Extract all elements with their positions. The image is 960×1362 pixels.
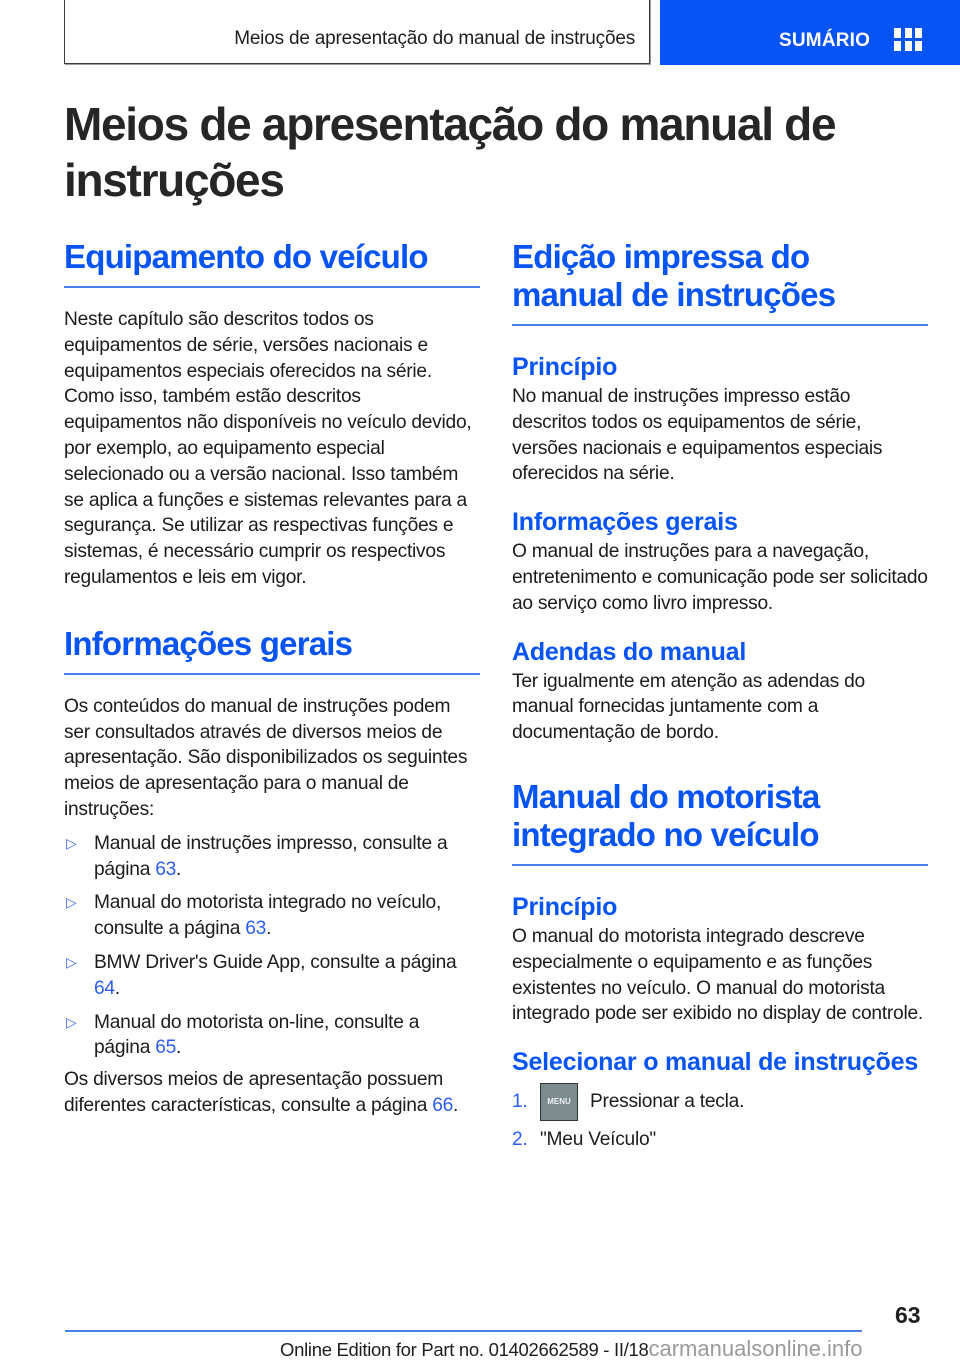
triangle-bullet-icon: ▷ (66, 834, 77, 851)
heading-informacoes-gerais: Informações gerais (512, 508, 738, 537)
page-link-63[interactable]: 63 (155, 858, 177, 880)
outro-text: Os diversos meios de apresentação possuem diferentes características, consulte a página (64, 1069, 444, 1116)
informacoes-outro (64, 1067, 480, 1119)
principio-integrado-body: O manual do motorista integrado descreve especialmente o equipamento e as funções existentes no veículo. O manual do motorista integrado pode ser exibido no display de controle. (512, 925, 923, 1025)
punct: . (176, 858, 182, 880)
step-text: "Meu Veículo" (540, 1129, 656, 1151)
informacoes-intro: Os conteúdos do manual de instruções podem ser consultados através de diversos meios de apresentação. São disponibilizados os seguintes meios de apresentação para o manual de instruções: (64, 695, 468, 820)
triangle-bullet-icon: ▷ (66, 1013, 77, 1030)
punct: . (176, 1037, 182, 1059)
running-header (64, 0, 650, 64)
step-number: 2. (512, 1129, 528, 1151)
page-number: 63 (895, 1302, 921, 1328)
grid-icon (894, 28, 922, 52)
page-link-65[interactable]: 65 (155, 1037, 177, 1059)
page-link-66[interactable]: 66 (432, 1094, 454, 1116)
watermark: carmanualsonline.info (648, 1336, 863, 1361)
heading-principio: Princípio (512, 353, 618, 381)
triangle-bullet-icon: ▷ (66, 953, 77, 970)
list-item (64, 890, 480, 942)
list-item-text: Manual de instruções impresso, consulte a página (94, 832, 448, 880)
page-link-63[interactable]: 63 (245, 918, 267, 940)
page-title: Meios de apresentação do manual de instruções (64, 98, 836, 206)
heading-principio-integrado: Princípio (512, 892, 618, 921)
list-item-text: Manual do motorista on-line, consulte a página (94, 1011, 420, 1059)
step-item (512, 1127, 928, 1153)
list-item (64, 950, 480, 1002)
heading-adendas: Adendas do manual (512, 637, 747, 666)
adendas-body: Ter igualmente em atenção as adendas do manual fornecidas juntamente com a documentação de bordo. (512, 670, 865, 744)
steps-list (512, 1083, 928, 1153)
step-number: 1. (512, 1091, 528, 1113)
footer-divider (65, 1330, 862, 1332)
sumario-button[interactable] (660, 0, 960, 65)
principio-body: No manual de instruções impresso estão descritos todos os equipamentos de série, versões nacionais e equipamentos especiais oferecidos na série. (512, 386, 883, 485)
heading-selecionar: Selecionar o manual de instruções (512, 1048, 919, 1077)
heading-informacoes: Informações gerais (64, 625, 480, 675)
left-column (64, 238, 480, 1119)
informacoes-body: O manual de instruções para a navegação, entretenimento e comunicação pode ser solicitado ao serviço como livro impresso. (512, 541, 928, 614)
punct: . (266, 918, 272, 940)
sumario-label: SUMÁRIO (779, 30, 871, 51)
running-header-title: Meios de apresentação do manual de instruções (234, 28, 635, 49)
equipamento-body: Neste capítulo são descritos todos os equipamentos de série, versões nacionais e equipamentos especiais oferecidos na série. Como isso, também estão descritos equipamentos não disponíveis no veículo devido, por exemplo, ao equipamento especial selecionado ou a versão nacional. Isso também se aplica a funções e sistemas relevantes para a segurança. Se utilizar as respectivas funções e sistemas, é necessário cumprir os respectivos regulamentos e leis em vigor. (64, 309, 472, 588)
heading-equipamento: Equipamento do veículo (64, 238, 480, 288)
footer-edition (280, 1336, 863, 1362)
list-item (64, 1010, 480, 1062)
right-column (512, 238, 928, 1153)
punct: . (114, 977, 120, 999)
list-item (64, 831, 480, 883)
list-item-text: Manual do motorista integrado no veículo, consulte a página (94, 892, 442, 940)
menu-key-icon: MENU (540, 1083, 578, 1121)
list-item-text: BMW Driver's Guide App, consulte a página (94, 951, 457, 973)
media-list (64, 831, 480, 1061)
page-link-64[interactable]: 64 (94, 977, 115, 999)
step-text: Pressionar a tecla. (590, 1091, 745, 1113)
heading-manual-integrado: Manual do motorista integrado no veículo (512, 778, 928, 866)
heading-edicao-impressa: Edição impressa do manual de instruções (512, 238, 928, 326)
edition-text: Online Edition for Part no. 01402662589 - II/18 (280, 1339, 649, 1360)
punct: . (453, 1094, 459, 1116)
triangle-bullet-icon: ▷ (66, 894, 77, 911)
step-item (512, 1083, 928, 1121)
